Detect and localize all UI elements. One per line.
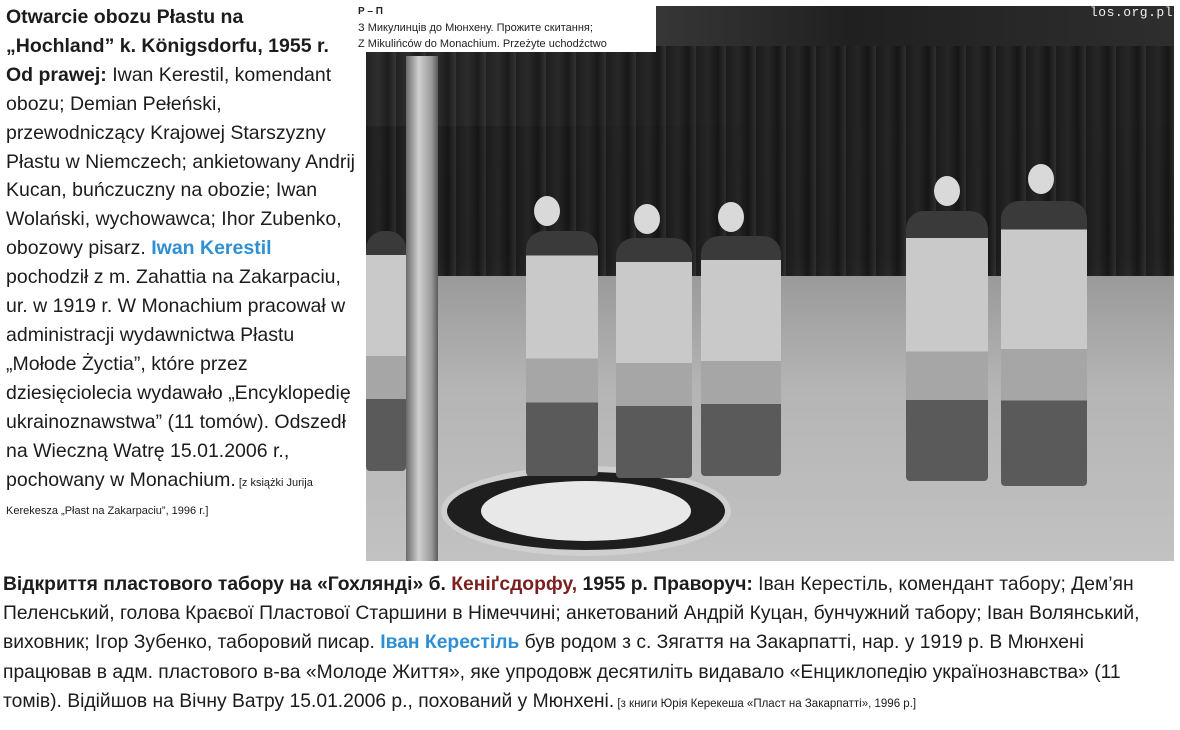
polish-source-note: [z książki Jurija Kerekesza „Płast na Zakarpaciu”, 1996 r.] (6, 476, 313, 518)
photo-header-label (354, 2, 656, 52)
ua-source-note: [з книги Юрія Керекеша «Пласт на Закарпатті», 1996 р.] (614, 697, 917, 710)
ua-title-place: Кеніґсдорфу, (451, 574, 578, 595)
polish-bio: pochodził z m. Zahattia na Zakarpaciu, ur. w 1919 r. W Monachium pracował w administracji wydawnictwa Płastu „Mołode Życtia”, które przez dziesięciolecia wydawało „Encyklopedię ukrainoznawstwa” (11 tomów). Odszedł na Wieczną Watrę 15.01.2006 r., pochowany w Monachium. (6, 266, 351, 491)
ua-name-highlight: Іван Керестіль (380, 632, 520, 654)
historical-photo (366, 6, 1174, 561)
polish-people-list: Iwan Kerestil, komendant obozu; Demian Pełeński, przewodniczący Krajowej Starszyzny Płastu w Niemczech; ankietowany Andrij Kucan, buńczuczny na obozie; Iwan Wolański, wychowawca; Ihor Zubenko, obozowy pisarz. (6, 63, 355, 260)
photo-person (616, 238, 692, 478)
photo-header-line-ua: З Микулинців до Мюнхену. Прожите скитання; (358, 22, 593, 34)
photo-person-head (634, 204, 660, 234)
ua-bio: був родом з с. Зягаття на Закарпатті, нар. у 1919 р. В Мюнхені працював в адм. пластового в-ва «Молоде Життя», яке упродовж десятиліть видавало «Енциклопедію українознавства» (11 томів). Відійшов на Вічну Ватру 15.01.2006 р., похований у Мюнхені. (3, 632, 1121, 712)
photo-header-marker: Р – П (358, 6, 383, 17)
photo-header-line-pl: Z Mikulińców do Monachium. Przeżyte uchodźctwo (358, 38, 607, 50)
polish-caption (6, 3, 356, 523)
polish-title: Otwarcie obozu Płastu na „Hochland” k. Königsdorfu, 1955 r. (6, 6, 329, 57)
photo-person (906, 211, 988, 481)
ua-people-list: Іван Керестіль, комендант табору; Дем’ян Пеленський, голова Краєвої Пластової Старшини в Німеччині; анкетований Андрій Куцан, бунчужний табору; Іван Волянський, виховник; Ігор Зубенко, таборовий писар. (3, 574, 1140, 654)
photo-person (526, 231, 598, 476)
photo-person-head (534, 196, 560, 226)
photo-person (701, 236, 781, 476)
photo-fleur-de-lis (481, 481, 691, 541)
photo-person-head (1028, 164, 1054, 194)
watermark: los.org.pl (1090, 5, 1174, 20)
ua-title-part1: Відкриття пластового табору на «Гохлянді» б. (3, 574, 452, 595)
ukrainian-caption (3, 570, 1175, 716)
ua-title-part2: 1955 р. Праворуч: (577, 574, 753, 595)
photo-person-head (718, 202, 744, 232)
photo-person (366, 231, 406, 471)
photo-person-head (934, 176, 960, 206)
polish-name-highlight: Iwan Kerestil (151, 237, 272, 260)
photo-person (1001, 201, 1087, 486)
photo-flagpole (406, 56, 438, 561)
polish-from-right-label: Od prawej: (6, 63, 107, 86)
